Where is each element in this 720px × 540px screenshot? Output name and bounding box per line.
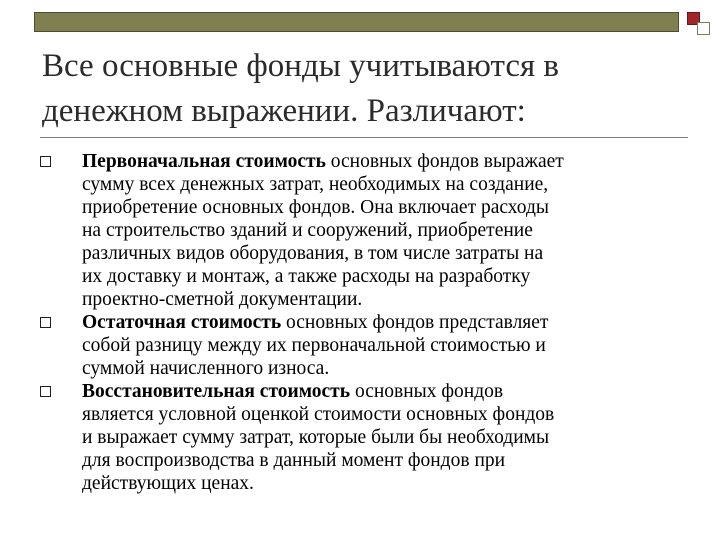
bullet-line: и выражает сумму затрат, которые были бы необходимы <box>82 427 550 448</box>
bullet-first-line-rest: основных фондов <box>350 381 504 402</box>
bullet-first-line <box>82 311 696 334</box>
bullet-line: проектно-сметной документации. <box>82 289 363 310</box>
hollow-square-bullet-icon <box>40 386 51 397</box>
hollow-square-bullet-icon <box>40 156 51 167</box>
bullet-first-line <box>82 380 696 403</box>
bullet-original-cost <box>36 150 696 311</box>
bullet-term: Восстановительная стоимость <box>82 381 351 402</box>
bullet-line: собой разницу между их первоначальной стоимостью и <box>82 335 546 356</box>
bullet-list <box>36 150 696 495</box>
bullet-replacement-cost <box>36 380 696 495</box>
bullet-residual-cost <box>36 311 696 380</box>
title-line-2: денежном выражении. Различают: <box>42 93 526 129</box>
bullet-line: приобретение основных фондов. Она включает расходы <box>82 197 549 218</box>
bullet-line: их доставку и монтаж, а также расходы на разработку <box>82 266 531 287</box>
title-divider <box>40 137 688 138</box>
bullet-first-line-rest: основных фондов представляет <box>281 312 549 333</box>
bullet-term: Остаточная стоимость <box>82 312 282 333</box>
bullet-term: Первоначальная стоимость <box>82 151 326 172</box>
bullet-first-line <box>82 150 696 173</box>
bullet-line: действующих ценах. <box>82 473 254 494</box>
bullet-line: на строительство зданий и сооружений, приобретение <box>82 220 533 241</box>
slide-title <box>42 44 682 134</box>
title-line-1: Все основные фонды учитываются в <box>42 48 559 84</box>
bullet-line: различных видов оборудования, в том числе затраты на <box>82 243 544 264</box>
bullet-line: для воспроизводства в данный момент фондов при <box>82 450 506 471</box>
bullet-line: сумму всех денежных затрат, необходимых на создание, <box>82 174 549 195</box>
top-decorative-bar <box>34 12 679 32</box>
outline-square-icon <box>697 22 710 35</box>
bullet-line: суммой начисленного износа. <box>82 358 330 379</box>
bullet-line: является условной оценкой стоимости основных фондов <box>82 404 555 425</box>
bullet-first-line-rest: основных фондов выражает <box>325 151 564 172</box>
hollow-square-bullet-icon <box>40 317 51 328</box>
